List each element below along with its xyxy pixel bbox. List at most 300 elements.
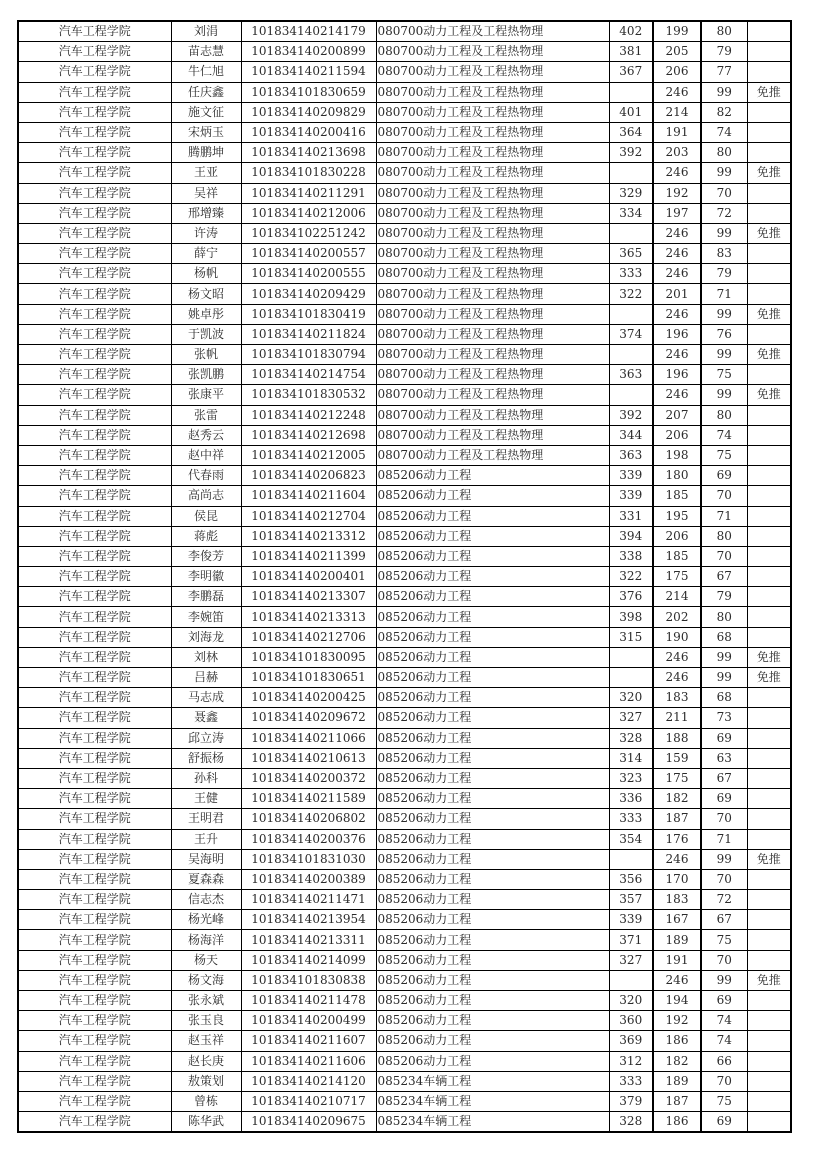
table-row	[18, 950, 791, 970]
name-cell: 苗志慧	[171, 42, 241, 62]
note-cell	[747, 324, 791, 344]
major-cell: 085206动力工程	[376, 849, 609, 869]
note-cell: 免推	[747, 223, 791, 243]
name-cell: 舒振杨	[171, 748, 241, 768]
college-cell: 汽车工程学院	[18, 546, 171, 566]
name-cell: 薛宁	[171, 244, 241, 264]
percent-score-cell: 67	[701, 567, 747, 587]
candidate-id-cell: 101834140213313	[241, 607, 376, 627]
table-row	[18, 768, 791, 788]
name-cell: 许涛	[171, 223, 241, 243]
note-cell	[747, 809, 791, 829]
college-cell: 汽车工程学院	[18, 405, 171, 425]
major-cell: 080700动力工程及工程热物理	[376, 425, 609, 445]
major-cell: 085206动力工程	[376, 486, 609, 506]
college-cell: 汽车工程学院	[18, 567, 171, 587]
candidate-id-cell: 101834140210613	[241, 748, 376, 768]
percent-score-cell: 72	[701, 203, 747, 223]
percent-score-cell: 75	[701, 445, 747, 465]
name-cell: 杨海洋	[171, 930, 241, 950]
college-cell: 汽车工程学院	[18, 385, 171, 405]
note-cell	[747, 930, 791, 950]
table-row	[18, 991, 791, 1011]
exam-score-cell	[609, 668, 653, 688]
table-row	[18, 143, 791, 163]
major-cell: 080700动力工程及工程热物理	[376, 82, 609, 102]
percent-score-cell: 70	[701, 950, 747, 970]
candidate-id-cell: 101834140200376	[241, 829, 376, 849]
total-score-cell: 201	[653, 284, 701, 304]
note-cell	[747, 546, 791, 566]
table-row	[18, 829, 791, 849]
note-cell	[747, 405, 791, 425]
percent-score-cell: 74	[701, 1011, 747, 1031]
major-cell: 080700动力工程及工程热物理	[376, 183, 609, 203]
major-cell: 085206动力工程	[376, 506, 609, 526]
note-cell	[747, 890, 791, 910]
name-cell: 赵玉祥	[171, 1031, 241, 1051]
exam-score-cell: 374	[609, 324, 653, 344]
exam-score-cell: 322	[609, 284, 653, 304]
college-cell: 汽车工程学院	[18, 950, 171, 970]
exam-score-cell	[609, 970, 653, 990]
exam-score-cell: 392	[609, 143, 653, 163]
exam-score-cell: 320	[609, 688, 653, 708]
name-cell: 王升	[171, 829, 241, 849]
percent-score-cell: 67	[701, 768, 747, 788]
candidate-id-cell: 101834140211471	[241, 890, 376, 910]
note-cell	[747, 42, 791, 62]
major-cell: 085206动力工程	[376, 627, 609, 647]
percent-score-cell: 80	[701, 21, 747, 42]
college-cell: 汽车工程学院	[18, 223, 171, 243]
percent-score-cell: 80	[701, 143, 747, 163]
candidate-id-cell: 101834140211824	[241, 324, 376, 344]
total-score-cell: 246	[653, 345, 701, 365]
percent-score-cell: 69	[701, 789, 747, 809]
note-cell	[747, 466, 791, 486]
exam-score-cell: 331	[609, 506, 653, 526]
table-row	[18, 748, 791, 768]
note-cell	[747, 688, 791, 708]
table-row	[18, 62, 791, 82]
candidate-id-cell: 101834140212706	[241, 627, 376, 647]
name-cell: 李明徽	[171, 567, 241, 587]
exam-score-cell: 315	[609, 627, 653, 647]
percent-score-cell: 67	[701, 910, 747, 930]
note-cell	[747, 567, 791, 587]
major-cell: 080700动力工程及工程热物理	[376, 385, 609, 405]
candidate-id-cell: 101834140200425	[241, 688, 376, 708]
college-cell: 汽车工程学院	[18, 1011, 171, 1031]
note-cell: 免推	[747, 385, 791, 405]
major-cell: 080700动力工程及工程热物理	[376, 122, 609, 142]
table-row	[18, 910, 791, 930]
major-cell: 085206动力工程	[376, 587, 609, 607]
percent-score-cell: 77	[701, 62, 747, 82]
college-cell: 汽车工程学院	[18, 991, 171, 1011]
exam-score-cell: 367	[609, 62, 653, 82]
percent-score-cell: 79	[701, 264, 747, 284]
name-cell: 王健	[171, 789, 241, 809]
name-cell: 吴海明	[171, 849, 241, 869]
percent-score-cell: 99	[701, 385, 747, 405]
exam-score-cell: 328	[609, 728, 653, 748]
major-cell: 080700动力工程及工程热物理	[376, 244, 609, 264]
percent-score-cell: 69	[701, 991, 747, 1011]
table-row	[18, 244, 791, 264]
percent-score-cell: 68	[701, 627, 747, 647]
name-cell: 夏森森	[171, 869, 241, 889]
table-row	[18, 587, 791, 607]
candidate-id-cell: 101834140200899	[241, 42, 376, 62]
college-cell: 汽车工程学院	[18, 728, 171, 748]
table-row	[18, 869, 791, 889]
table-row	[18, 567, 791, 587]
exam-score-cell: 381	[609, 42, 653, 62]
percent-score-cell: 69	[701, 728, 747, 748]
exam-score-cell: 363	[609, 365, 653, 385]
table-row	[18, 607, 791, 627]
candidate-id-cell: 101834140210717	[241, 1091, 376, 1111]
name-cell: 吕赫	[171, 668, 241, 688]
major-cell: 085206动力工程	[376, 668, 609, 688]
total-score-cell: 190	[653, 627, 701, 647]
table-row	[18, 42, 791, 62]
percent-score-cell: 74	[701, 1031, 747, 1051]
exam-score-cell: 323	[609, 768, 653, 788]
total-score-cell: 214	[653, 102, 701, 122]
percent-score-cell: 69	[701, 466, 747, 486]
candidate-id-cell: 101834140211606	[241, 1051, 376, 1071]
major-cell: 085206动力工程	[376, 789, 609, 809]
candidate-id-cell: 101834140211399	[241, 546, 376, 566]
college-cell: 汽车工程学院	[18, 122, 171, 142]
table-row	[18, 930, 791, 950]
candidate-id-cell: 101834140213698	[241, 143, 376, 163]
college-cell: 汽车工程学院	[18, 526, 171, 546]
college-cell: 汽车工程学院	[18, 708, 171, 728]
name-cell: 腾鹏坤	[171, 143, 241, 163]
table-row	[18, 82, 791, 102]
candidate-id-cell: 101834140209429	[241, 284, 376, 304]
note-cell	[747, 264, 791, 284]
table-row	[18, 1112, 791, 1133]
major-cell: 080700动力工程及工程热物理	[376, 445, 609, 465]
candidate-id-cell: 101834140212698	[241, 425, 376, 445]
candidate-id-cell: 101834140212248	[241, 405, 376, 425]
candidate-id-cell: 101834140206802	[241, 809, 376, 829]
table-row	[18, 789, 791, 809]
college-cell: 汽车工程学院	[18, 42, 171, 62]
candidate-id-cell: 101834140212005	[241, 445, 376, 465]
percent-score-cell: 99	[701, 345, 747, 365]
candidate-id-cell: 101834101830419	[241, 304, 376, 324]
note-cell	[747, 244, 791, 264]
exam-score-cell: 371	[609, 930, 653, 950]
total-score-cell: 246	[653, 223, 701, 243]
college-cell: 汽车工程学院	[18, 587, 171, 607]
exam-score-cell: 376	[609, 587, 653, 607]
candidate-id-cell: 101834140209829	[241, 102, 376, 122]
percent-score-cell: 76	[701, 324, 747, 344]
note-cell	[747, 829, 791, 849]
table-row	[18, 647, 791, 667]
percent-score-cell: 70	[701, 809, 747, 829]
table-row	[18, 385, 791, 405]
total-score-cell: 188	[653, 728, 701, 748]
table-row	[18, 526, 791, 546]
note-cell	[747, 526, 791, 546]
percent-score-cell: 80	[701, 607, 747, 627]
total-score-cell: 206	[653, 425, 701, 445]
major-cell: 080700动力工程及工程热物理	[376, 304, 609, 324]
candidate-id-cell: 101834101830794	[241, 345, 376, 365]
score-table	[17, 20, 792, 1133]
exam-score-cell: 327	[609, 950, 653, 970]
major-cell: 080700动力工程及工程热物理	[376, 345, 609, 365]
college-cell: 汽车工程学院	[18, 183, 171, 203]
percent-score-cell: 71	[701, 284, 747, 304]
exam-score-cell	[609, 223, 653, 243]
college-cell: 汽车工程学院	[18, 768, 171, 788]
candidate-id-cell: 101834140212006	[241, 203, 376, 223]
percent-score-cell: 63	[701, 748, 747, 768]
college-cell: 汽车工程学院	[18, 627, 171, 647]
candidate-id-cell: 101834101831030	[241, 849, 376, 869]
total-score-cell: 183	[653, 890, 701, 910]
candidate-id-cell: 101834140211607	[241, 1031, 376, 1051]
college-cell: 汽车工程学院	[18, 82, 171, 102]
name-cell: 邢增臻	[171, 203, 241, 223]
percent-score-cell: 71	[701, 829, 747, 849]
table-row	[18, 1051, 791, 1071]
college-cell: 汽车工程学院	[18, 890, 171, 910]
name-cell: 代春雨	[171, 466, 241, 486]
total-score-cell: 185	[653, 546, 701, 566]
table-row	[18, 668, 791, 688]
candidate-id-cell: 101834140200389	[241, 869, 376, 889]
note-cell	[747, 728, 791, 748]
note-cell: 免推	[747, 849, 791, 869]
total-score-cell: 203	[653, 143, 701, 163]
college-cell: 汽车工程学院	[18, 365, 171, 385]
major-cell: 085206动力工程	[376, 546, 609, 566]
exam-score-cell	[609, 304, 653, 324]
percent-score-cell: 69	[701, 1112, 747, 1133]
college-cell: 汽车工程学院	[18, 324, 171, 344]
note-cell	[747, 1091, 791, 1111]
note-cell	[747, 143, 791, 163]
exam-score-cell: 365	[609, 244, 653, 264]
candidate-id-cell: 101834140214120	[241, 1071, 376, 1091]
note-cell	[747, 789, 791, 809]
college-cell: 汽车工程学院	[18, 466, 171, 486]
name-cell: 信志杰	[171, 890, 241, 910]
percent-score-cell: 99	[701, 849, 747, 869]
total-score-cell: 196	[653, 365, 701, 385]
note-cell	[747, 1031, 791, 1051]
college-cell: 汽车工程学院	[18, 1031, 171, 1051]
candidate-id-cell: 101834140200372	[241, 768, 376, 788]
major-cell: 085206动力工程	[376, 1011, 609, 1031]
total-score-cell: 167	[653, 910, 701, 930]
exam-score-cell: 333	[609, 809, 653, 829]
note-cell: 免推	[747, 304, 791, 324]
percent-score-cell: 66	[701, 1051, 747, 1071]
candidate-id-cell: 101834140211594	[241, 62, 376, 82]
college-cell: 汽车工程学院	[18, 1051, 171, 1071]
major-cell: 085206动力工程	[376, 1031, 609, 1051]
table-row	[18, 365, 791, 385]
candidate-id-cell: 101834140214754	[241, 365, 376, 385]
percent-score-cell: 75	[701, 1091, 747, 1111]
percent-score-cell: 80	[701, 526, 747, 546]
name-cell: 蒋彪	[171, 526, 241, 546]
college-cell: 汽车工程学院	[18, 425, 171, 445]
major-cell: 085206动力工程	[376, 930, 609, 950]
name-cell: 王亚	[171, 163, 241, 183]
college-cell: 汽车工程学院	[18, 62, 171, 82]
table-row	[18, 1011, 791, 1031]
college-cell: 汽车工程学院	[18, 789, 171, 809]
college-cell: 汽车工程学院	[18, 304, 171, 324]
name-cell: 刘林	[171, 647, 241, 667]
name-cell: 张帆	[171, 345, 241, 365]
note-cell	[747, 21, 791, 42]
note-cell	[747, 122, 791, 142]
major-cell: 085206动力工程	[376, 910, 609, 930]
college-cell: 汽车工程学院	[18, 748, 171, 768]
exam-score-cell: 328	[609, 1112, 653, 1133]
name-cell: 宋炳玉	[171, 122, 241, 142]
total-score-cell: 205	[653, 42, 701, 62]
note-cell: 免推	[747, 970, 791, 990]
score-table-body	[18, 21, 791, 1132]
percent-score-cell: 70	[701, 183, 747, 203]
exam-score-cell: 333	[609, 264, 653, 284]
name-cell: 曾栋	[171, 1091, 241, 1111]
name-cell: 张雷	[171, 405, 241, 425]
percent-score-cell: 79	[701, 587, 747, 607]
name-cell: 张玉良	[171, 1011, 241, 1031]
major-cell: 080700动力工程及工程热物理	[376, 264, 609, 284]
table-row	[18, 264, 791, 284]
candidate-id-cell: 101834101830095	[241, 647, 376, 667]
percent-score-cell: 99	[701, 970, 747, 990]
major-cell: 080700动力工程及工程热物理	[376, 223, 609, 243]
candidate-id-cell: 101834140200499	[241, 1011, 376, 1031]
major-cell: 080700动力工程及工程热物理	[376, 42, 609, 62]
table-row	[18, 849, 791, 869]
candidate-id-cell: 101834101830659	[241, 82, 376, 102]
name-cell: 张凯鹏	[171, 365, 241, 385]
total-score-cell: 195	[653, 506, 701, 526]
note-cell	[747, 203, 791, 223]
name-cell: 杨光峰	[171, 910, 241, 930]
table-row	[18, 1071, 791, 1091]
exam-score-cell: 334	[609, 203, 653, 223]
table-row	[18, 122, 791, 142]
note-cell	[747, 445, 791, 465]
exam-score-cell: 338	[609, 546, 653, 566]
exam-score-cell: 357	[609, 890, 653, 910]
table-row	[18, 304, 791, 324]
exam-score-cell: 360	[609, 1011, 653, 1031]
name-cell: 李俊芳	[171, 546, 241, 566]
exam-score-cell: 312	[609, 1051, 653, 1071]
major-cell: 085206动力工程	[376, 768, 609, 788]
percent-score-cell: 99	[701, 223, 747, 243]
table-row	[18, 223, 791, 243]
note-cell: 免推	[747, 163, 791, 183]
percent-score-cell: 70	[701, 546, 747, 566]
total-score-cell: 246	[653, 82, 701, 102]
note-cell	[747, 910, 791, 930]
major-cell: 085234车辆工程	[376, 1071, 609, 1091]
major-cell: 085206动力工程	[376, 567, 609, 587]
name-cell: 高尚志	[171, 486, 241, 506]
table-row	[18, 970, 791, 990]
candidate-id-cell: 101834140213954	[241, 910, 376, 930]
table-row	[18, 708, 791, 728]
major-cell: 080700动力工程及工程热物理	[376, 203, 609, 223]
major-cell: 080700动力工程及工程热物理	[376, 324, 609, 344]
major-cell: 080700动力工程及工程热物理	[376, 163, 609, 183]
exam-score-cell: 354	[609, 829, 653, 849]
total-score-cell: 191	[653, 122, 701, 142]
major-cell: 085206动力工程	[376, 829, 609, 849]
exam-score-cell: 401	[609, 102, 653, 122]
college-cell: 汽车工程学院	[18, 1112, 171, 1133]
candidate-id-cell: 101834140214099	[241, 950, 376, 970]
note-cell	[747, 991, 791, 1011]
table-row	[18, 466, 791, 486]
total-score-cell: 211	[653, 708, 701, 728]
note-cell	[747, 102, 791, 122]
percent-score-cell: 68	[701, 688, 747, 708]
total-score-cell: 180	[653, 466, 701, 486]
note-cell: 免推	[747, 668, 791, 688]
total-score-cell: 206	[653, 526, 701, 546]
total-score-cell: 187	[653, 809, 701, 829]
name-cell: 赵长庚	[171, 1051, 241, 1071]
candidate-id-cell: 101834140214179	[241, 21, 376, 42]
total-score-cell: 176	[653, 829, 701, 849]
major-cell: 085234车辆工程	[376, 1112, 609, 1133]
name-cell: 聂鑫	[171, 708, 241, 728]
percent-score-cell: 74	[701, 425, 747, 445]
total-score-cell: 246	[653, 244, 701, 264]
major-cell: 085206动力工程	[376, 970, 609, 990]
table-row	[18, 324, 791, 344]
percent-score-cell: 72	[701, 890, 747, 910]
note-cell	[747, 425, 791, 445]
table-row	[18, 21, 791, 42]
total-score-cell: 191	[653, 950, 701, 970]
total-score-cell: 183	[653, 688, 701, 708]
candidate-id-cell: 101834140209675	[241, 1112, 376, 1133]
college-cell: 汽车工程学院	[18, 688, 171, 708]
exam-score-cell	[609, 849, 653, 869]
percent-score-cell: 99	[701, 647, 747, 667]
exam-score-cell	[609, 385, 653, 405]
note-cell	[747, 748, 791, 768]
name-cell: 李鹏磊	[171, 587, 241, 607]
total-score-cell: 202	[653, 607, 701, 627]
candidate-id-cell: 101834140211478	[241, 991, 376, 1011]
name-cell: 任庆鑫	[171, 82, 241, 102]
